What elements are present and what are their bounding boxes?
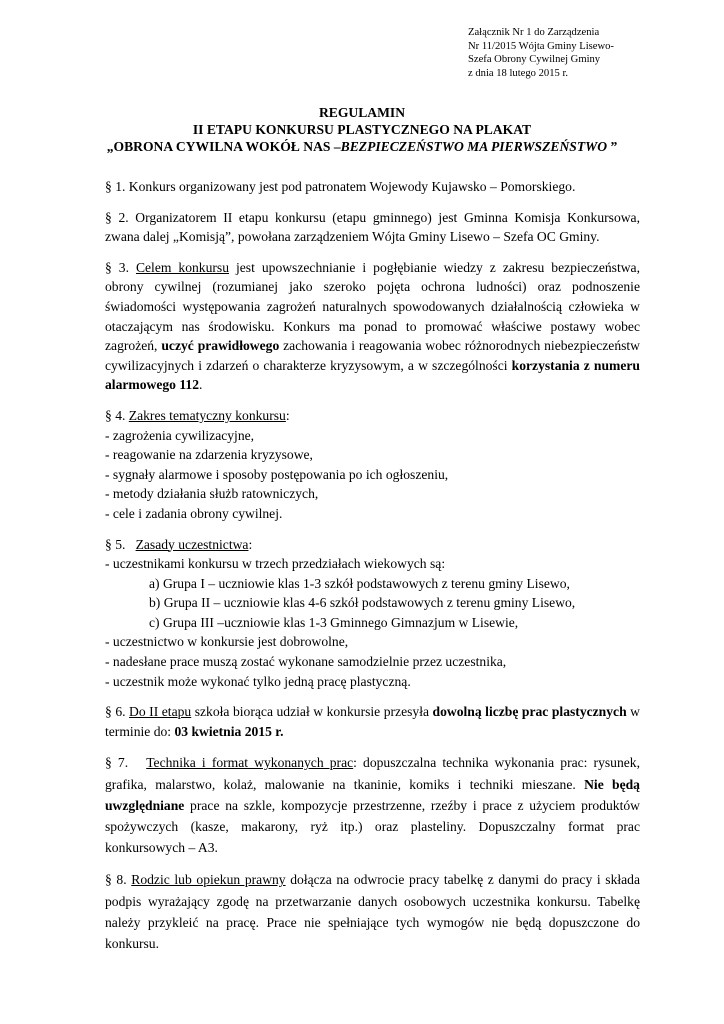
section-text: : dopuszczalna technika wykonania prac: rysunek, grafika, malarstwo, kolaż, malowanie na tkaninie, komiks i techniki mieszane. bbox=[105, 755, 640, 792]
annex-line: Nr 11/2015 Wójta Gminy Lisewo- bbox=[468, 40, 614, 52]
list-item: - zagrożenia cywilizacyjne, bbox=[105, 427, 255, 443]
section-text: . bbox=[199, 377, 203, 393]
section-text: dołącza na odwrocie pracy tabelkę z danymi do pracy i składa podpis wyrażający zgodę na przetwarzanie danych osobowych uczestnika konkursu. Tabelkę należy przykleić na pracę. Prace nie spełniające tych wymogów nie będą dopuszczone do konkursu. bbox=[105, 872, 641, 952]
underlined-term: Zakres tematyczny konkursu bbox=[128, 407, 286, 423]
list-item: - sygnały alarmowe i sposoby postępowania po ich ogłoszeniu, bbox=[105, 466, 449, 482]
list-item: - reagowanie na zdarzenia kryzysowe, bbox=[105, 447, 313, 463]
section-text: : bbox=[285, 407, 290, 423]
section-text: : bbox=[248, 536, 253, 552]
underlined-term: Technika i format wykonanych prac bbox=[146, 755, 354, 771]
annex-line: Szefa Obrony Cywilnej Gminy bbox=[468, 54, 601, 66]
section-1: § 1. Konkurs organizowany jest pod patronatem Wojewody Kujawsko – Pomorskiego. bbox=[105, 179, 576, 194]
section-3 bbox=[105, 258, 640, 395]
document-title bbox=[84, 104, 640, 155]
list-item: - uczestnictwo w konkursie jest dobrowolne, bbox=[105, 634, 349, 650]
group-item: a) Grupa I – uczniowie klas 1-3 szkół podstawowych z terenu gminy Lisewo, bbox=[149, 575, 570, 591]
underlined-term: Zasady uczestnictwa bbox=[135, 536, 249, 552]
title-text: „OBRONA CYWILNA WOKÓŁ NAS – bbox=[106, 139, 341, 154]
underlined-term: Celem konkursu bbox=[135, 259, 230, 275]
list-item: - cele i zadania obrony cywilnej. bbox=[105, 505, 283, 521]
section-6 bbox=[105, 702, 640, 741]
title-line: REGULAMIN bbox=[318, 105, 406, 120]
section-8 bbox=[105, 869, 640, 954]
underlined-term: Rodzic lub opiekun prawny bbox=[131, 872, 286, 888]
title-line: II ETAPU KONKURSU PLASTYCZNEGO NA PLAKAT bbox=[192, 122, 532, 137]
section-5 bbox=[105, 535, 640, 692]
list-item: - nadesłane prace muszą zostać wykonane samodzielnie przez uczestnika, bbox=[105, 654, 507, 670]
section-prefix: § 3. bbox=[105, 259, 136, 275]
section-4 bbox=[105, 406, 640, 524]
title-line bbox=[84, 138, 640, 155]
title-italic-text: BEZPIECZEŃSTWO MA PIERWSZEŃSTWO bbox=[340, 139, 608, 154]
section-text: zachowania i reagowania wobec różnorodnych niebezpieczeństw cywilizacyjnych i zdarzeń o charakterze kryzysowym, a w szczególności bbox=[105, 338, 640, 373]
annex-line: z dnia 18 lutego 2015 r. bbox=[468, 67, 569, 79]
section-heading bbox=[105, 406, 640, 426]
bold-text: uczyć prawidłowego bbox=[161, 338, 280, 354]
bold-text: korzystania z numeru alarmowego 112 bbox=[105, 357, 640, 393]
annex-note bbox=[468, 26, 614, 80]
bold-text: dowolną liczbę prac plastycznych bbox=[432, 704, 627, 720]
section-text: szkoła biorąca udział w konkursie przesyła bbox=[191, 704, 433, 720]
section-text: jest upowszechnianie i pogłębianie wiedzy z zakresu bezpieczeństwa, obrony cywilnej (rozumianej jako szeroko pojęta ochrona ludności) oraz podnoszenie świadomości występowania zagrożeń naturalnych spowodowanych działalnością człowieka w otaczającym nas środowisku. Konkurs ma ponad to promować właściwe postawy wobec zagrożeń, bbox=[105, 259, 640, 354]
title-text: ” bbox=[607, 139, 618, 154]
bold-text: 03 kwietnia 2015 r. bbox=[174, 723, 284, 739]
section-prefix: § 8. bbox=[105, 872, 132, 888]
regulation-body bbox=[105, 177, 640, 965]
section-prefix: § 6. bbox=[105, 704, 130, 720]
section-text: w terminie do: bbox=[105, 704, 640, 739]
group-item: c) Grupa III –uczniowie klas 1-3 Gminnego Gimnazjum w Lisewie, bbox=[149, 614, 519, 630]
section-2: § 2. Organizatorem II etapu konkursu (etapu gminnego) jest Gminna Komisja Konkursowa, zwana dalej „Komisją”, powołana zarządzeniem Wójta Gminy Lisewo – Szefa OC Gminy. bbox=[105, 209, 640, 245]
section-prefix: § 4. bbox=[105, 407, 129, 423]
section-text: prace na szkle, kompozycje przestrzenne, rzeźby i prace z użyciem produktów spożywczych (kasze, makarony, ryż itp.) oraz plasteliny. Dopuszczalny format prac konkursowych – A3. bbox=[105, 797, 640, 856]
section-prefix: § 7. bbox=[105, 755, 147, 771]
list-item: - uczestnik może wykonać tylko jedną pracę plastyczną. bbox=[105, 673, 411, 689]
underlined-term: Do II etapu bbox=[129, 704, 192, 720]
bold-text: Nie będą uwzględniane bbox=[105, 776, 640, 813]
list-item: - uczestnikami konkursu w trzech przedziałach wiekowych są: bbox=[105, 556, 446, 572]
group-item: b) Grupa II – uczniowie klas 4-6 szkół podstawowych z terenu gminy Lisewo, bbox=[149, 595, 576, 611]
list-item: - metody działania służb ratowniczych, bbox=[105, 486, 319, 502]
annex-line: Załącznik Nr 1 do Zarządzenia bbox=[468, 27, 600, 38]
section-prefix: § 5. bbox=[105, 536, 136, 552]
section-heading bbox=[105, 535, 640, 555]
section-7 bbox=[105, 752, 640, 858]
